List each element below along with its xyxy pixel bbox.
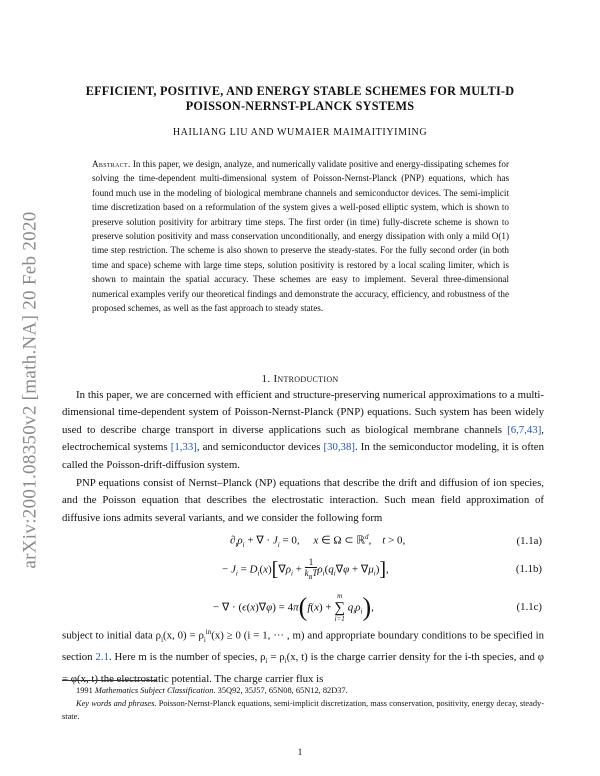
equation-1-1a: $\partial_t\rho_i$ + ∇ · $J_i = 0$, x ∈ Ω ⊂ ℝ$^d$, t > 0,	[230, 533, 406, 549]
section-reference-link[interactable]: 2.1	[95, 651, 109, 664]
intro-paragraph-1	[62, 387, 544, 474]
equation-label-1-1b: (1.1b)	[515, 563, 542, 575]
abstract-label: Abstract.	[92, 159, 131, 169]
intro-paragraph-2: PNP equations consist of Nernst–Planck (NP) equations that describe the drift and diffusion of ion species, and the Poisson equation that describes the electrostatic interaction. Such mean field approximation of diffusive ions admits several variants, and we consider the following form	[62, 477, 544, 524]
footnote-msc	[62, 684, 544, 697]
p3-text-d: . Here m is the number of species, ρ	[108, 651, 266, 664]
equation-label-1-1c: (1.1c)	[516, 601, 542, 613]
p3-text-c: (x) ≥ 0 (i = 1, ··· , m) and appropriate boundary conditions to be specified in section	[62, 629, 544, 664]
citation-link[interactable]: [1,33]	[170, 441, 197, 454]
title-line-2: POISSON-NERNST-PLANCK SYSTEMS	[185, 99, 415, 113]
citation-link[interactable]: [30,38]	[323, 441, 355, 454]
keywords-label: Key words and phrases.	[76, 699, 157, 708]
abstract	[92, 157, 509, 315]
section-heading	[62, 373, 538, 385]
p1-text-b: , electrochemical systems	[62, 423, 544, 454]
msc-year: 1991	[76, 686, 93, 695]
title-line-1: EFFICIENT, POSITIVE, AND ENERGY STABLE SCHEMES FOR MULTI-D	[85, 84, 515, 98]
footnote-keywords	[62, 697, 544, 723]
page-number: 1	[297, 748, 303, 758]
p1-text-d: . In the semiconductor modeling, it is often called the Poisson-drift-diffusion system.	[62, 441, 544, 471]
citation-link[interactable]: [6,7,43]	[507, 423, 542, 436]
abstract-text: In this paper, we design, analyze, and numerically validate positive and energy-dissipating schemes for solving the time-dependent multi-dimensional system of Poisson-Nernst-Planck (PNP) equations, which has found much use in the modeling of biological membrane channels and semiconductor devices. The semi-implicit time discretization based on a reformulation of the system gives a well-posed elliptic system, which is shown to preserve solution positivity for arbitrary time steps. The first order (in time) fully-discrete scheme is shown to preserve solution positivity and mass conservation unconditionally, and energy dissipation with only a mild O(1) time step restriction. The scheme is also shown to preserve the steady-states. For the fully second order (in both time and space) scheme with large time steps, solution positivity is restored by a local scaling limiter, which is shown to maintain the spatial accuracy. These schemes are easy to implement. Several three-dimensional numerical examples verify our theoretical findings and demonstrate the accuracy, efficiency, and robustness of the proposed schemes, as well as the fast approach to steady states.	[92, 159, 509, 314]
p3-text-e: = ρ	[267, 651, 285, 664]
p1-text-c: , and semiconductor devices	[196, 441, 324, 454]
p1-text-a: In this paper, we are concerned with efficient and structure-preserving numerical approximations to a multi-dimensional time-dependent system of Poisson-Nernst-Planck (PNP) equations. Such system has been widely used to describe charge transport in diverse applications such as biological membrane channels	[62, 389, 544, 436]
equation-1-1c: − ∇ · (ϵ(x)∇φ) = 4π(f(x) + m ∑ i=1 $q_i\rho_i$),	[213, 592, 374, 623]
footnote-divider	[62, 680, 157, 681]
section-title: Introduction	[273, 373, 339, 385]
keywords-text: Poisson-Nernst-Planck equations, semi-implicit discretization, mass conservation, positivity, energy decay, steady-state.	[62, 699, 545, 721]
intro-paragraph-3: subject to initial data $\rho_i(x$, $0) = \rho_i^{in}(x) \ge 0$ (i = 1, ··· , m) and appropriate boundary conditions to be specified in section 2.1. Here m is the number of species, $\rho_i = \rho_i(x$, t) is the charge carrier density for the i-th species, and φ = φ(x, t) the electrostatic potential. The charge carrier flux is	[62, 628, 544, 685]
arxiv-identifier	[18, 195, 44, 585]
authors: HAILIANG LIU AND WUMAIER MAIMAITIYIMING	[172, 127, 428, 138]
p3-text-a: subject to initial data ρ	[62, 629, 162, 642]
msc-codes: 35Q92, 35J57, 65N08, 65N12, 82D37.	[217, 686, 348, 695]
arxiv-id-text: arXiv:2001.08350v2 [math.NA] 20 Feb 2020	[20, 211, 42, 569]
equation-1-1b: − $J_i = D_i(x)[\nabla\rho_i$ + 1 $k_BT$ $\rho_i(q_i\nabla\varphi + \nabla\mu_i)$],	[222, 557, 389, 581]
equation-label-1-1a: (1.1a)	[516, 535, 542, 547]
paper-title	[62, 84, 538, 114]
msc-label: Mathematics Subject Classification.	[94, 686, 216, 695]
p3-text-f: (x, t) is the charge carrier density for the i-th species, and φ = φ(x, t) the electrostatic potential. The charge carrier flux is	[62, 651, 544, 685]
section-number: 1.	[261, 373, 271, 385]
p3-text-b: (x, 0) = ρ	[163, 629, 204, 642]
